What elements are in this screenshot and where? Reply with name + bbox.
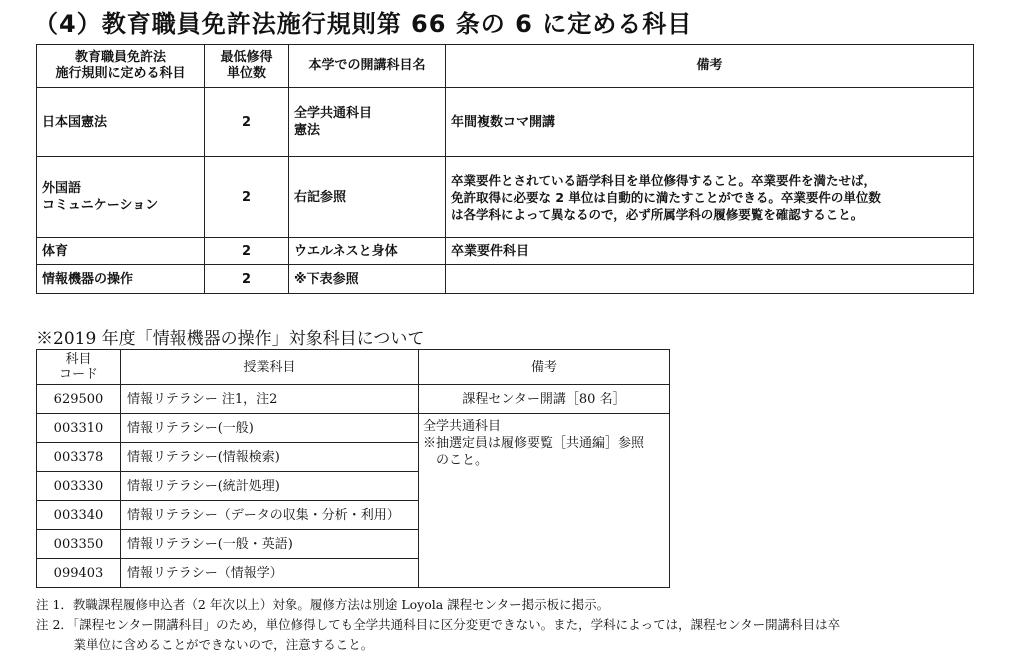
header-subject: 授業科目 — [121, 350, 419, 385]
table-row — [37, 265, 974, 294]
table-header-row — [37, 350, 670, 385]
subjects-table — [36, 44, 974, 294]
subject-cell: 外国語 コミュニケーション — [37, 157, 205, 238]
code-cell: 003378 — [37, 443, 121, 472]
remarks-cell: 年間複数コマ開講 — [446, 88, 974, 157]
header-course: 本学での開講科目名 — [289, 45, 446, 88]
subject-cell: 情報リテラシー(情報検索) — [121, 443, 419, 472]
course-cell: ウエルネスと身体 — [289, 238, 446, 265]
units-cell: 2 — [205, 157, 289, 238]
footnote-1: 注 1．教職課程履修申込者（2 年次以上）対象。履修方法は別途 Loyola 課程センター掲示板に掲示。 — [36, 597, 610, 612]
subject-cell: 日本国憲法 — [37, 88, 205, 157]
code-cell: 629500 — [37, 385, 121, 414]
header-units: 最低修得 単位数 — [205, 45, 289, 88]
shared-remarks-cell: 全学共通科目 ※抽選定員は履修要覧［共通編］参照 のこと。 — [419, 414, 670, 588]
header-remarks: 備考 — [446, 45, 974, 88]
footnotes — [36, 595, 840, 655]
header-subject: 教育職員免許法 施行規則に定める科目 — [37, 45, 205, 88]
code-cell: 003350 — [37, 530, 121, 559]
subject-cell: 情報機器の操作 — [37, 265, 205, 294]
units-cell: 2 — [205, 238, 289, 265]
courses-table — [36, 349, 670, 588]
subject-cell: 情報リテラシー(一般・英語) — [121, 530, 419, 559]
course-cell: ※下表参照 — [289, 265, 446, 294]
units-cell: 2 — [205, 88, 289, 157]
subject-cell: 情報リテラシー(一般) — [121, 414, 419, 443]
subject-cell: 情報リテラシー 注1，注2 — [121, 385, 419, 414]
header-remarks: 備考 — [419, 350, 670, 385]
code-cell: 003310 — [37, 414, 121, 443]
subject-cell: 情報リテラシー（情報学） — [121, 559, 419, 588]
code-cell: 003330 — [37, 472, 121, 501]
header-code: 科目 コード — [37, 350, 121, 385]
table-row — [37, 88, 974, 157]
remarks-cell: 卒業要件とされている語学科目を単位修得すること。卒業要件を満たせば， 免許取得に必要な 2 単位は自動的に満たすことができる。卒業要件の単位数 は各学科によって異なるので，必ず所属学科の履修要覧を確認すること。 — [446, 157, 974, 238]
course-cell: 全学共通科目 憲法 — [289, 88, 446, 157]
remarks-cell: 卒業要件科目 — [446, 238, 974, 265]
footnote-2-continued: 業単位に含めることができないので，注意すること。 — [36, 637, 374, 652]
table-row — [37, 157, 974, 238]
course-cell: 右記参照 — [289, 157, 446, 238]
subject-cell: 情報リテラシー（データの収集・分析・利用） — [121, 501, 419, 530]
table-header-row — [37, 45, 974, 88]
units-cell: 2 — [205, 265, 289, 294]
section-subtitle: ※2019 年度「情報機器の操作」対象科目について — [36, 329, 425, 349]
remarks-cell: 課程センター開講［80 名］ — [419, 385, 670, 414]
page-title: （4）教育職員免許法施行規則第 66 条の 6 に定める科目 — [34, 10, 693, 38]
subject-cell: 情報リテラシー(統計処理) — [121, 472, 419, 501]
remarks-cell — [446, 265, 974, 294]
subject-cell: 体育 — [37, 238, 205, 265]
table-row — [37, 414, 670, 443]
footnote-2: 注 2．「課程センター開講科目」のため，単位修得しても全学共通科目に区分変更できない。また，学科によっては，課程センター開講科目は卒 — [36, 617, 841, 632]
table-row — [37, 385, 670, 414]
code-cell: 099403 — [37, 559, 121, 588]
table-row — [37, 238, 974, 265]
code-cell: 003340 — [37, 501, 121, 530]
